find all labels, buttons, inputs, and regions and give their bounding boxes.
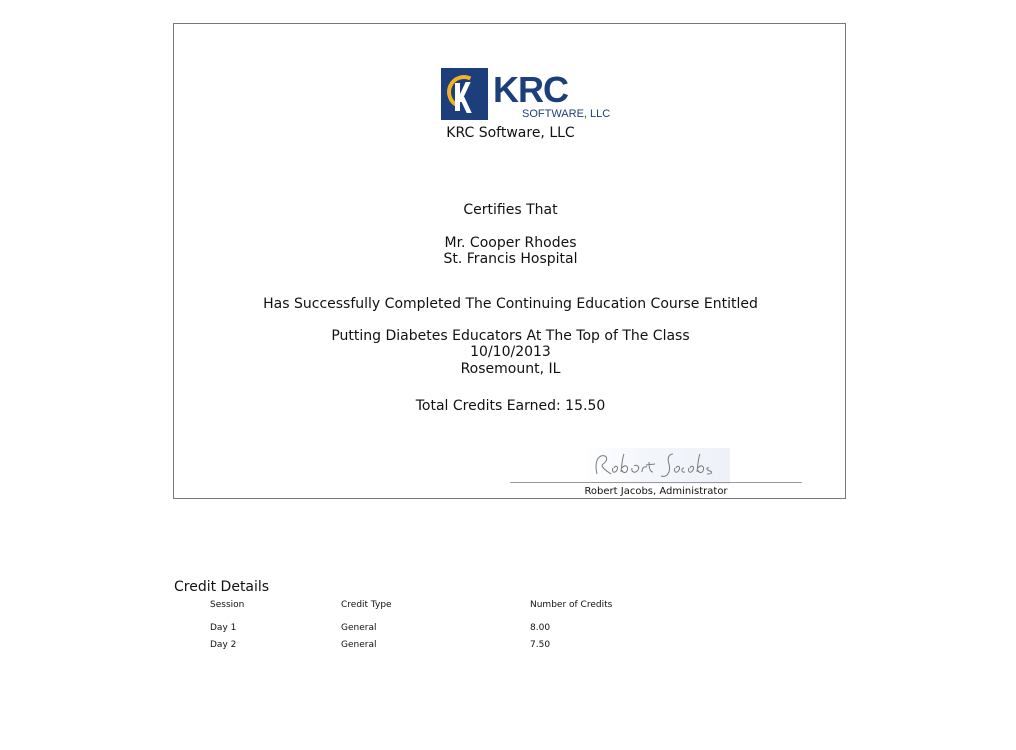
organization-name: KRC Software, LLC [446,125,575,141]
handwritten-signature [585,448,730,484]
krc-logo-mark-icon [441,68,488,120]
signature-caption: Robert Jacobs, Administrator [584,486,728,497]
logo-wordmark: KRC [493,69,568,110]
header-number-of-credits: Number of Credits [530,600,613,610]
header-session: Session [210,600,245,610]
signature-block [510,444,802,496]
course-title: Putting Diabetes Educators At The Top of The Class [331,328,690,344]
krc-logo [441,68,611,124]
total-credits: Total Credits Earned: 15.50 [415,398,606,414]
logo-subtext: SOFTWARE, LLC [522,108,611,120]
recipient-name: Mr. Cooper Rhodes [444,235,577,251]
cell-session: Day 1 [210,623,237,633]
cell-session: Day 2 [210,640,237,650]
completion-statement: Has Successfully Completed The Continuing Education Course Entitled [263,296,758,312]
course-date: 10/10/2013 [470,344,551,360]
course-location: Rosemount, IL [460,361,561,377]
certificate-frame [173,23,846,499]
cell-credit-type: General [341,640,377,650]
recipient-organization: St. Francis Hospital [443,251,578,267]
cell-credits: 8.00 [530,623,551,633]
credit-details-title: Credit Details [174,579,270,595]
certifies-that: Certifies That [463,202,558,218]
cell-credit-type: General [341,623,377,633]
header-credit-type: Credit Type [341,600,392,610]
cell-credits: 7.50 [530,640,551,650]
signature-line [510,482,802,483]
